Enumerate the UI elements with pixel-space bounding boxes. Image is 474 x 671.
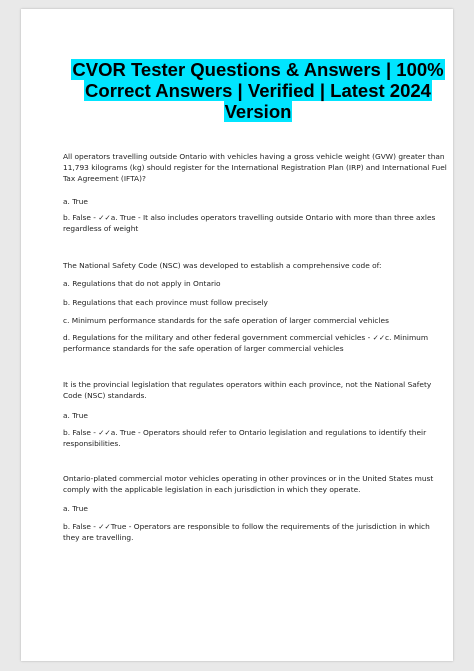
document-title (63, 59, 453, 122)
question-3-option-a: a. True (63, 411, 88, 420)
question-2-option-d-answer: d. Regulations for the military and other federal government commercial vehicles - ✓✓c. Minimum performance standards for the safe operation of larger commercial vehicles (63, 333, 429, 354)
title-highlight: CVOR Tester Questions & Answers | 100% Correct Answers | Verified | Latest 2024 Version (72, 59, 444, 122)
question-2-text: The National Safety Code (NSC) was developed to establish a comprehensive code of: (63, 261, 382, 270)
question-4-text: Ontario-plated commercial motor vehicles operating in other provinces or in the United States must comply with the applicable legislation in each jurisdiction in which they operate. (63, 474, 434, 495)
question-4-option-b-answer: b. False - ✓✓True - Operators are responsible to follow the requirements of the jurisdiction in which they are travelling. (63, 522, 430, 543)
question-3-text: It is the provincial legislation that regulates operators within each province, not the National Safety Code (NSC) standards. (63, 380, 432, 401)
question-4-option-a: a. True (63, 504, 88, 513)
question-1-option-b-answer: b. False - ✓✓a. True - It also includes operators travelling outside Ontario with more than three axles regardless of weight (63, 213, 436, 234)
question-2-option-a: a. Regulations that do not apply in Ontario (63, 279, 221, 288)
question-2-option-b: b. Regulations that each province must follow precisely (63, 298, 268, 307)
question-1-text: All operators travelling outside Ontario with vehicles having a gross vehicle weight (GVW) greater than 11,793 kilograms (kg) should register for the International Registration Plan (IRP) and International Fuel Tax Agreement (IFTA)? (63, 152, 447, 184)
question-3-option-b-answer: b. False - ✓✓a. True - Operators should refer to Ontario legislation and regulations to identify their responsibilities. (63, 428, 427, 449)
question-1-option-a: a. True (63, 197, 88, 206)
question-2-option-c: c. Minimum performance standards for the safe operation of larger commercial vehicles (63, 316, 389, 325)
document-page (21, 9, 453, 661)
